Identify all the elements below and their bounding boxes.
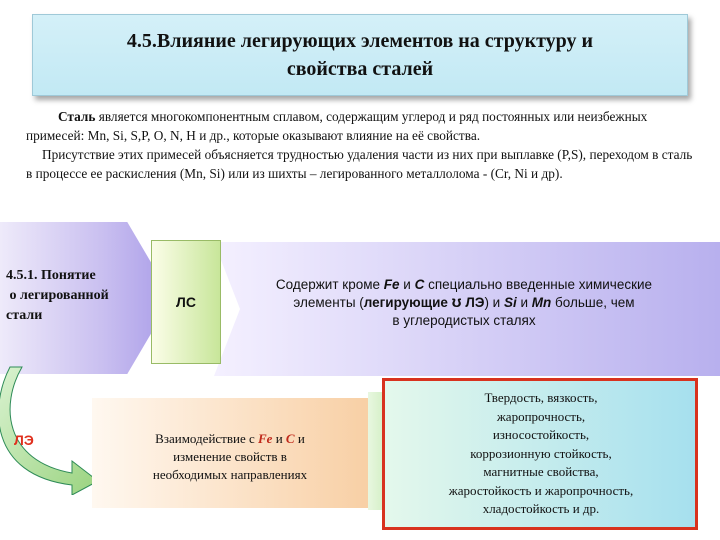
alloying-term: легирующие — [363, 295, 452, 310]
ls-desc-line-3: в углеродистых сталях — [392, 313, 536, 328]
interaction-line-2: изменение свойств в — [173, 449, 287, 464]
intro-text — [26, 107, 696, 183]
concept-label — [6, 266, 146, 326]
concept-line-3: стали — [6, 308, 43, 323]
ls-desc-text: больше, чем — [551, 295, 635, 310]
ls-box — [151, 240, 221, 364]
interaction-line-3: необходимых направлениях — [152, 467, 308, 482]
concept-line-2: о легированной — [6, 288, 109, 303]
ls-desc-text: ) и — [484, 295, 504, 310]
property-item: износостойкость, — [492, 427, 590, 442]
fe-symbol: Fe — [258, 431, 273, 446]
property-item: жаропрочность, — [496, 408, 586, 424]
and-text: и — [272, 431, 286, 446]
and-text: и — [399, 277, 415, 292]
curved-arrow-icon — [0, 365, 100, 495]
property-item: магнитные свойства, — [483, 464, 599, 479]
title-box — [32, 14, 688, 96]
interaction-line-1 — [120, 430, 340, 448]
steel-term: Сталь — [58, 109, 96, 124]
intro-paragraph-1-rest: является многокомпонентным сплавом, содержащим углерод и ряд постоянных или неизбежных примесей: Mn, Si, S,P, O, N, H и др., которые оказывают влияние на её свойства. — [26, 109, 648, 143]
property-item: жаростойкость и жаропрочность, — [448, 482, 634, 498]
si-symbol: Si — [503, 295, 517, 310]
fe-symbol: Fe — [383, 277, 400, 292]
ls-desc-line-2 — [252, 294, 676, 312]
and-text: и — [516, 295, 532, 310]
intro-paragraph-1 — [26, 107, 696, 145]
connector-symbol: ʊ — [451, 294, 462, 311]
ls-description — [252, 276, 676, 330]
property-item: коррозионную стойкость, — [470, 445, 612, 461]
property-item: хладостойкость и др. — [482, 501, 600, 516]
ls-desc-line-1 — [252, 276, 676, 294]
intro-paragraph-2: Присутствие этих примесей объясняется трудностью удаления части из них при выплавке (P,S), переходом в сталь в процессе ее раскисления (Mn, Si) или из шихты – легированного металлолома - (Cr, Ni и др). — [26, 147, 693, 181]
ls-label: ЛС — [176, 294, 196, 310]
interaction-text-part: и — [294, 431, 305, 446]
ls-desc-text: специально введенные химические — [424, 277, 653, 292]
ls-desc-text: Содержит кроме — [275, 277, 384, 292]
property-item: Твердость, вязкость, — [484, 390, 598, 405]
interaction-text — [120, 430, 340, 484]
le-term: ЛЭ — [461, 295, 485, 310]
mn-symbol: Mn — [531, 295, 552, 310]
concept-line-1: 4.5.1. Понятие — [6, 268, 96, 283]
le-label: ЛЭ — [14, 432, 34, 448]
c-symbol: C — [414, 277, 425, 292]
c-symbol: C — [285, 431, 295, 446]
title-line-2: свойства сталей — [286, 58, 434, 80]
title-line-1: 4.5.Влияние легирующих элементов на структуру и — [126, 30, 594, 52]
properties-list — [388, 389, 694, 519]
ls-desc-text: элементы ( — [293, 295, 364, 310]
interaction-text-part: Взаимодействие с — [155, 431, 258, 446]
